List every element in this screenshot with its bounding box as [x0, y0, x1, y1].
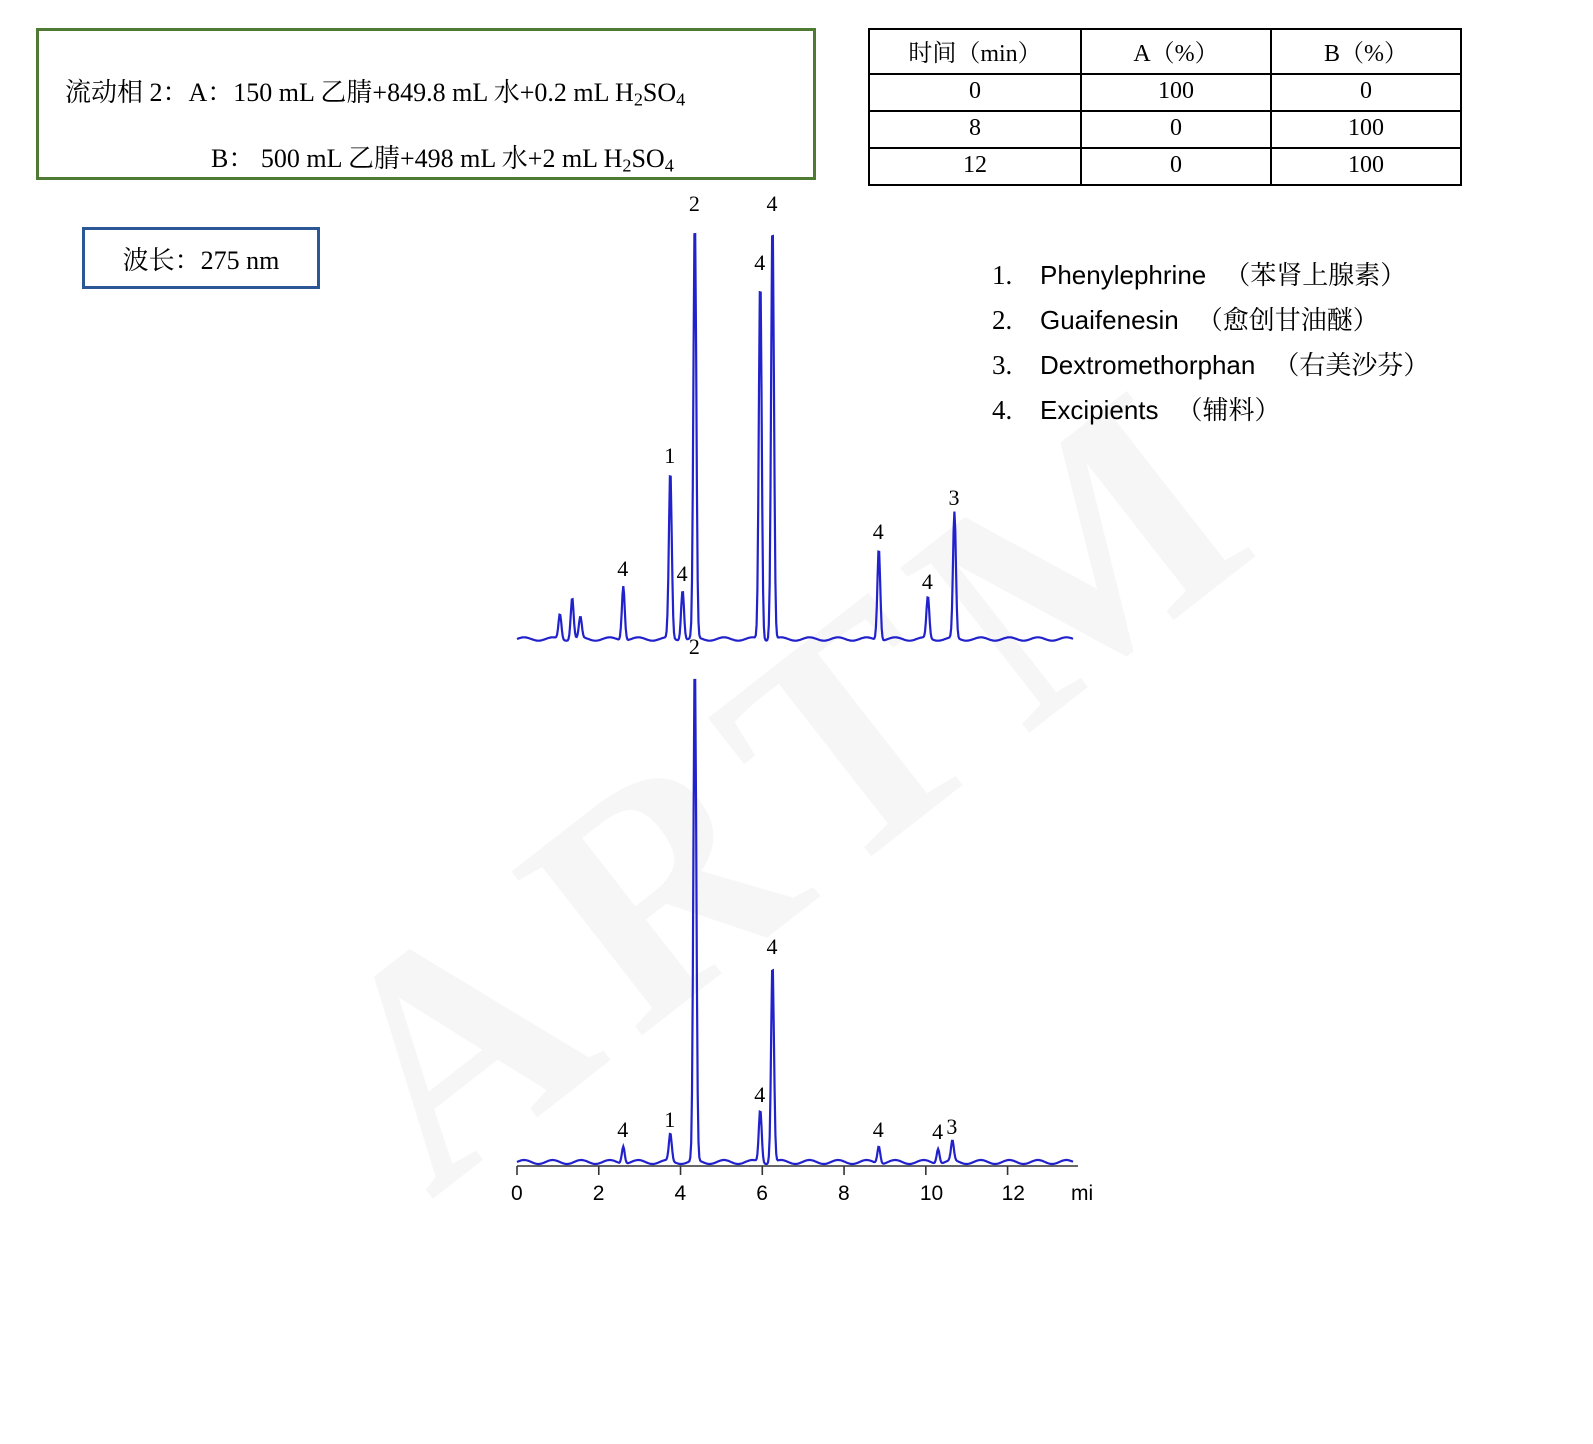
wavelength-label: 波长：275 nm — [122, 245, 280, 275]
watermark — [251, 356, 1408, 1444]
peak-label: 1 — [664, 443, 676, 468]
peak-label: 4 — [766, 934, 778, 959]
cell-time: 0 — [869, 74, 1081, 111]
mobile-phase-b-sub2: 4 — [664, 155, 674, 176]
mobile-phase-b-mid: SO — [631, 144, 665, 173]
wavelength-box — [82, 227, 320, 289]
legend-name: Excipients — [1040, 395, 1159, 425]
table-row — [869, 111, 1461, 148]
cell-time: 8 — [869, 111, 1081, 148]
mobile-phase-box — [36, 28, 816, 180]
table-header-a: A（%） — [1081, 29, 1271, 74]
list-item — [992, 352, 1552, 379]
compound-legend — [992, 262, 1552, 442]
peak-label: 3 — [946, 1114, 958, 1139]
mobile-phase-title: 流动相 2： — [65, 78, 189, 107]
lower-chromatogram — [517, 680, 1073, 1164]
legend-name: Dextromethorphan — [1040, 350, 1256, 380]
peak-label: 4 — [676, 560, 688, 586]
upper-chromatogram — [517, 234, 1073, 641]
peak-label: 4 — [872, 518, 884, 544]
peak-label: 4 — [617, 556, 629, 582]
peak-label: 2 — [688, 191, 700, 216]
x-axis-tick-label: 2 — [592, 1182, 605, 1205]
mobile-phase-b-text: B： 500 mL 乙腈+498 mL 水+2 mL H — [211, 144, 623, 173]
peak-label: 2 — [688, 634, 700, 659]
x-axis-tick-label: 8 — [838, 1182, 850, 1205]
mobile-phase-b-sub1: 2 — [622, 155, 632, 176]
x-axis-tick-label: 12 — [1001, 1182, 1025, 1205]
x-axis-tick-label: 4 — [674, 1182, 687, 1205]
cell-a: 100 — [1081, 74, 1271, 111]
peak-label: 4 — [932, 1119, 944, 1144]
peak-label: 4 — [872, 1116, 884, 1142]
legend-number: 2. — [992, 305, 1013, 335]
gradient-table — [868, 28, 1462, 186]
peak-label: 4 — [754, 1081, 766, 1107]
cell-a: 0 — [1081, 111, 1271, 148]
x-axis-tick-label: mi — [1071, 1182, 1094, 1205]
list-item — [992, 262, 1552, 289]
table-row — [869, 74, 1461, 111]
mobile-phase-a-text: A：150 mL 乙腈+849.8 mL 水+0.2 mL H — [188, 78, 634, 107]
x-axis-tick-label: 10 — [919, 1182, 944, 1205]
cell-b: 0 — [1271, 74, 1461, 111]
x-axis-tick-label: 6 — [756, 1182, 768, 1205]
peak-label: 4 — [754, 249, 766, 275]
legend-name: Phenylephrine — [1040, 260, 1207, 290]
legend-number: 1. — [992, 260, 1013, 290]
cell-time: 12 — [869, 148, 1081, 185]
peak-label: 1 — [664, 1106, 676, 1132]
legend-name-cn: （愈创甘油醚） — [1196, 306, 1379, 335]
legend-name-cn: （辅料） — [1176, 396, 1281, 425]
legend-name-cn: （苯肾上腺素） — [1224, 261, 1407, 290]
peak-label: 3 — [948, 485, 960, 510]
table-header-time: 时间（min） — [869, 29, 1081, 74]
mobile-phase-line-a — [65, 77, 685, 111]
cell-a: 0 — [1081, 148, 1271, 185]
mobile-phase-line-b — [211, 143, 674, 177]
mobile-phase-a-mid: SO — [642, 78, 677, 107]
list-item — [992, 307, 1552, 334]
peak-label: 4 — [617, 1116, 629, 1142]
table-header-row — [869, 29, 1461, 74]
cell-b: 100 — [1271, 111, 1461, 148]
list-item — [992, 397, 1552, 424]
x-axis-tick-label: 0 — [511, 1182, 523, 1205]
mobile-phase-a-sub2: 4 — [676, 89, 686, 110]
legend-name: Guaifenesin — [1040, 305, 1179, 335]
legend-number: 4. — [992, 395, 1013, 425]
cell-b: 100 — [1271, 148, 1461, 185]
table-header-b: B（%） — [1271, 29, 1461, 74]
table-row — [869, 148, 1461, 185]
legend-name-cn: （右美沙芬） — [1273, 351, 1430, 380]
peak-label: 4 — [766, 191, 778, 216]
mobile-phase-a-sub1: 2 — [633, 89, 643, 110]
peak-label: 4 — [921, 569, 933, 594]
legend-number: 3. — [992, 350, 1013, 380]
